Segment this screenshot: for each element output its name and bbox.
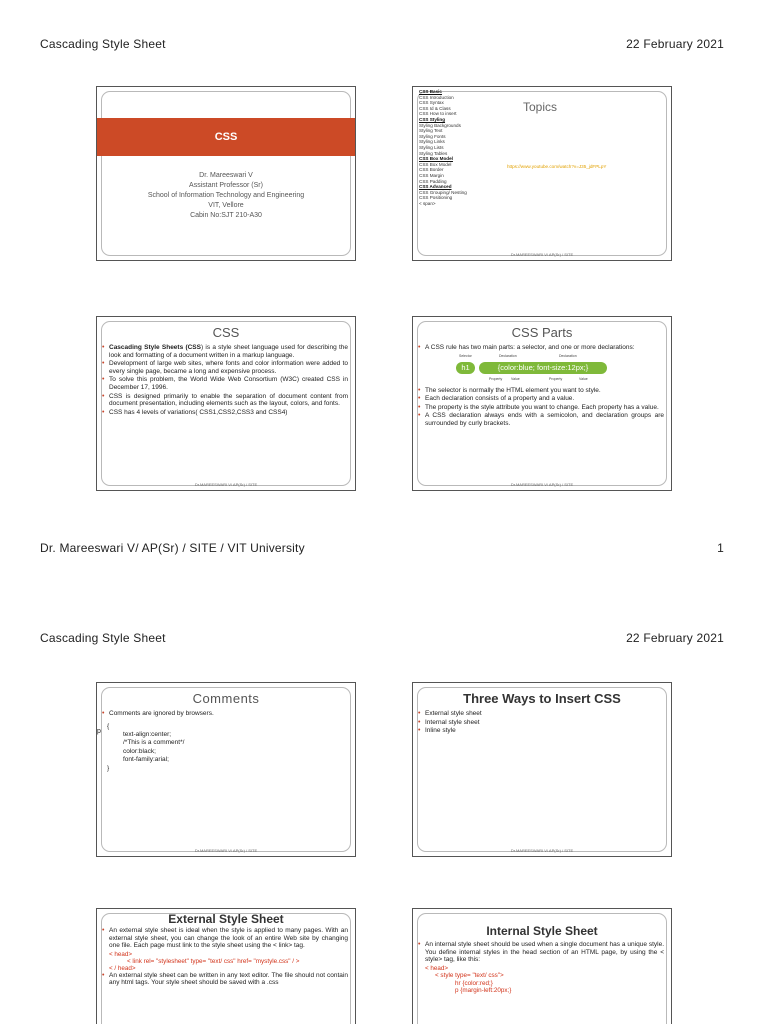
page2-header-title: Cascading Style Sheet	[40, 631, 166, 645]
slide-heading: CSS	[212, 325, 240, 340]
bullet-item: • The selector is normally the HTML element you want to style.	[418, 387, 664, 395]
slide-frame	[417, 913, 667, 1024]
slide-css-parts	[412, 316, 672, 491]
topic-item: < span>	[419, 200, 436, 206]
declaration-pill: {color:blue; font-size:12px;}	[479, 362, 607, 374]
code-line: color:black;	[123, 747, 156, 755]
topic-item: CSS Positioning	[419, 195, 453, 201]
code-selector: p	[97, 728, 101, 735]
code-line: {	[107, 722, 110, 730]
code-line: < link rel= "stylesheet" type= "text/ css" href= "mystyle.css" / >	[127, 957, 300, 965]
value-label: Value	[579, 376, 588, 381]
topic-item: CSS Id & Class	[419, 105, 451, 111]
code-line: < style type= "text/ css">	[435, 972, 504, 980]
bullet-list	[413, 387, 671, 428]
value-label: Value	[511, 376, 520, 381]
bullet-item: • Development of large web sites, where fonts and color information were added to every single page, became a long and expensive process.	[102, 360, 348, 375]
topic-item: CSS Border	[419, 167, 444, 173]
code-line: < head>	[425, 964, 449, 972]
code-line: font-family:arial;	[123, 756, 169, 764]
page2-header-date: 22 February 2021	[626, 631, 724, 645]
youtube-link[interactable]: https://www.youtube.com/watch?v=J35_jdFPLpY	[507, 164, 607, 169]
topics-list	[419, 89, 499, 206]
slide-footer: Dr.MAREESWARI V/ AP(Sr) / SITE	[510, 848, 574, 853]
page1-footer-page-number: 1	[717, 541, 724, 555]
author-title: Assistant Professor (Sr)	[189, 182, 263, 189]
slide-title-css	[96, 86, 356, 261]
bullet-item: • An internal style sheet should be used when a single document has a unique style. You define internal styles in the head section of an HTML page, by using the < style> tag, like this:	[418, 941, 664, 964]
slide-heading: Three Ways to Insert CSS	[463, 691, 621, 706]
slide-three-ways	[412, 682, 672, 857]
topic-item: Styling Tables	[419, 150, 448, 156]
slide-footer: Dr.MAREESWARI V/ AP(Sr) / SITE	[510, 482, 574, 487]
css-rule-diagram	[453, 354, 633, 386]
bullet-item: • An external style sheet can be written in any text editor. The file should not contain any html tags. Your style sheet should be saved with a .css	[102, 972, 348, 987]
topic-item: CSS Syntax	[419, 100, 444, 106]
topic-item: CSS Introduction	[419, 94, 454, 100]
bullet-item: • Internal style sheet	[418, 719, 664, 727]
slide-footer: Dr.MAREESWARI V/ AP(Sr) / SITE	[510, 252, 574, 257]
code-line: /*This is a comment*/	[123, 739, 185, 747]
author-university: VIT, Vellore	[208, 202, 244, 209]
topic-item: CSS Margin	[419, 172, 444, 178]
slide-title-bar: CSS	[97, 118, 355, 156]
declaration-label: Declaration	[499, 353, 517, 358]
bullet-item: • An external style sheet is ideal when the style is applied to many pages. With an external style sheet, you can change the look of an entire Web site by changing one file. Each page must link to the style sheet using the < link> tag.	[102, 927, 348, 950]
topic-section-heading: CSS Advanced	[419, 184, 452, 190]
topic-item: Styling Text	[419, 128, 443, 134]
author-school: School of Information Technology and Engineering	[147, 192, 305, 199]
bold-term: Cascading Style Sheets (CSS	[109, 344, 201, 351]
property-label: Property	[549, 376, 563, 381]
bullet-list	[413, 941, 671, 964]
topic-section-heading: CSS Basic	[419, 89, 442, 94]
slide-footer: Dr.MAREESWARI V/ AP(Sr) / SITE	[194, 848, 258, 853]
slide-heading: CSS Parts	[511, 325, 573, 340]
topic-item: Styling Lists	[419, 144, 444, 150]
bullet-list	[97, 972, 355, 987]
slide-topics	[412, 86, 672, 261]
topic-item: CSS Box Model	[419, 161, 452, 167]
bullet-list	[97, 710, 355, 718]
topic-item: CSS Grouping/ Nesting	[419, 189, 467, 195]
code-line: p {margin-left:20px;}	[455, 987, 512, 994]
slide-heading: Internal Style Sheet	[486, 924, 598, 938]
bullet-item: • A CSS rule has two main parts: a selector, and one or more declarations:	[418, 344, 664, 352]
bullet-item	[102, 344, 348, 359]
bullet-item: • CSS is designed primarily to enable the separation of document content from document presentation, including elements such as the layout, colors, and fonts.	[102, 393, 348, 408]
bullet-text: ) is a style sheet language used for describing the look and formatting of a document written in a markup language.	[109, 344, 348, 359]
bullet-item: • CSS has 4 levels of variations( CSS1,CSS2,CSS3 and CSS4)	[102, 409, 348, 417]
slide-internal-style-sheet	[412, 908, 672, 1024]
slide-heading: External Style Sheet	[168, 912, 284, 926]
bullet-list	[97, 927, 355, 950]
bullet-list	[97, 344, 355, 416]
selector-label: Selector	[459, 353, 472, 358]
author-name: Dr. Mareeswari V	[199, 172, 253, 179]
slide-css-intro	[96, 316, 356, 491]
topic-item: Styling Fonts	[419, 133, 446, 139]
page1-footer-author: Dr. Mareeswari V/ AP(Sr) / SITE / VIT University	[40, 541, 305, 555]
bullet-item: • Each declaration consists of a property and a value.	[418, 395, 664, 403]
bullet-list	[413, 710, 671, 735]
topic-item: Styling Links	[419, 139, 445, 145]
bullet-item: • A CSS declaration always ends with a semicolon, and declaration groups are surrounded by curly brackets.	[418, 412, 664, 427]
author-cabin: Cabin No:SJT 210-A30	[190, 212, 262, 219]
author-block	[97, 171, 355, 221]
selector-pill: h1	[456, 362, 475, 374]
slide-heading: Comments	[192, 691, 260, 706]
bullet-item: • External style sheet	[418, 710, 664, 718]
topic-item: CSS How to insert	[419, 111, 457, 117]
page1-header-date: 22 February 2021	[626, 37, 724, 51]
topic-item: Styling Backgrounds	[419, 122, 461, 128]
page1-header-title: Cascading Style Sheet	[40, 37, 166, 51]
bullet-item: • To solve this problem, the World Wide Web Consortium (W3C) created CSS in December 17, 1996.	[102, 376, 348, 391]
property-label: Property	[489, 376, 503, 381]
code-line: }	[107, 764, 110, 772]
slide-external-style-sheet	[96, 908, 356, 1024]
code-line: < head>	[109, 950, 133, 958]
bullet-item: • Comments are ignored by browsers.	[102, 710, 348, 718]
topic-item: CSS Padding	[419, 178, 447, 184]
slide-footer: Dr.MAREESWARI V/ AP(Sr) / SITE	[194, 482, 258, 487]
bullet-item: • Inline style	[418, 727, 664, 735]
slide-heading: Topics	[523, 100, 558, 114]
topic-section-heading: CSS Box Model	[419, 156, 453, 162]
code-line: hr {color:red;}	[455, 979, 493, 987]
code-line: < / head>	[109, 964, 136, 972]
slide-comments	[96, 682, 356, 857]
code-line: text-align:center;	[123, 731, 172, 738]
bullet-list	[413, 344, 671, 352]
topic-section-heading: CSS Styling	[419, 116, 446, 122]
declaration-label: Declaration	[559, 353, 577, 358]
bullet-item: • The property is the style attribute you want to change. Each property has a value.	[418, 404, 664, 412]
